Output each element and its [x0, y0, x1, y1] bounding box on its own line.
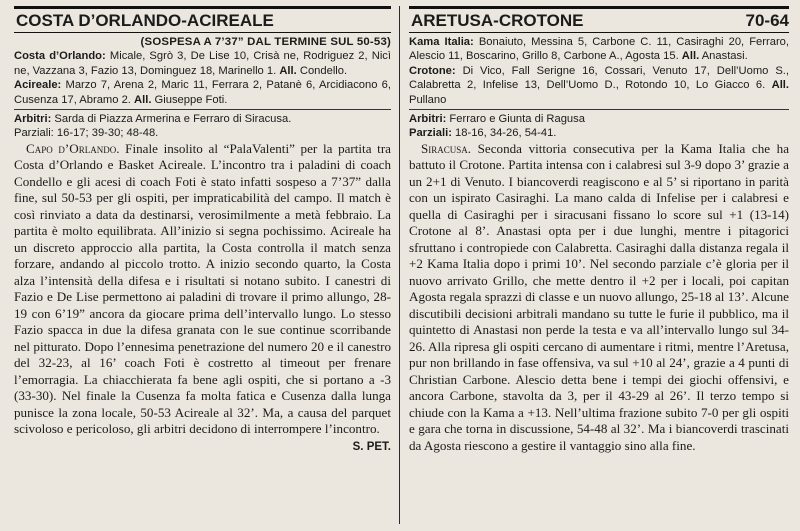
team1-coach-label: All. — [681, 50, 700, 63]
referees-names: Sarda di Piazza Armerina e Ferraro di Siracusa. — [54, 113, 292, 126]
box-score — [409, 35, 789, 141]
team2-lineup: Acireale: Marzo 7, Arena 2, Maric 11, Ferrara 2, Patanè 6, Arcidiacono 6, Cusenza 17, Abramo 2. All. Giuseppe Foti. — [14, 79, 392, 106]
headline — [409, 9, 789, 32]
final-score: 70-64 — [745, 11, 789, 30]
box-score — [14, 35, 391, 141]
team2-lineup: Crotone: Di Vico, Fall Serigne 16, Cossari, Venuto 17, Dell’Uomo S., Calabretta 2, Infelise 13, Dell’Uomo D., Rotondo 10, Lo Giacco 6. All. Pullano — [409, 64, 790, 106]
box-divider — [14, 109, 391, 110]
team1-lineup: Kama Italia: Bonaiuto, Messina 5, Carbone C. 11, Casiraghi 20, Ferraro, Alescio 11, Boscarino, Grillo 8, Carbone A., Agosta 15. All. Anastasi. — [409, 36, 789, 63]
dateline: Capo d’Orlando. — [26, 140, 120, 156]
team1-name: Kama Italia — [409, 36, 471, 48]
box-divider — [409, 109, 789, 110]
referees: Arbitri: Ferraro e Giunta di Ragusa — [409, 113, 585, 126]
team2-name: Acireale — [14, 79, 58, 92]
team2-players: Marzo 7, Arena 2, Maric 11, Ferrara 2, Patanè 6, Arcidiacono 6, Cusenza 17, Abramo 2. — [14, 79, 392, 106]
referees: Arbitri: Sarda di Piazza Armerina e Ferraro di Siracusa. — [14, 113, 292, 126]
team2-name: Crotone — [409, 64, 452, 77]
referees-label: Arbitri — [14, 113, 48, 126]
team1-coach: Condello. — [299, 64, 348, 77]
article-text: Seconda vittoria consecutiva per la Kama Italia che ha battuto il Crotone. Partita intensa con i calabresi sul 3-9 dopo 3’ grazie a un 2+1 di Venuto. I biancoverdi reagiscono e al 5’ si riportano in parità con un ispirato Casiraghi. La mano calda di Infelise per i calabresi e quella di Casiraghi per i siracusani fissano lo score sul +1 (13-14) Crotone al 8’. Anastasi opta per i due lunghi, mentre i pitagorici sfruttano i contropiede con Calabretta. Casiraghi dalla distanza regala il +2 Kama Italia dopo i primi 10’. Nel secondo parziale c’è gloria per il nuovo arrivato Grillo, che mette dentro il +2 per i locali, poi capitan Agosta regala sprazzi di classe e un nuovo allungo, 25-18 al 13’. Alcune discutibili decisioni arbitrali mandano su tutte le furie il pubblico, ma il quintetto di Anastasi non perde la testa e va all’intervallo lungo sul 34-26. Alla ripresa gli ospiti cercano di aumentare i ritmi, mentre l’Aretusa, pur non brillando in fase offensiva, va sul +10 al 24’, grazie a 4 punti di Christian Carbone. Alescio detta bene i tempi dei giochi offensivi, e ancora Carbone, stavolta da 3, per il 43-29 al 26’. Il terzo tempo si chiude con la Kama a +13. Nell’ultima frazione subito 7-0 per gli ospiti e gara che torna in discussione, 54-48 al 32’. Ma i biancoverdi trascinati da Agosta riescono a gestire il vantaggio sino alla fine. — [409, 140, 789, 453]
match-status: (SOSPESA A 7’37” DAL TERMINE SUL 50-53) — [140, 36, 391, 48]
team1-name: Costa d’Orlando — [14, 50, 103, 63]
partials: Parziali: 18-16, 34-26, 54-41. — [409, 127, 557, 140]
team1-coach-label: All. — [279, 64, 297, 77]
team1-players: Micale, Sgrò 3, De Lise 10, Crisà ne, Rodriguez 2, Nicì ne, Vazzana 3, Fazio 13, Dominguez 18, Marinello 1. — [14, 50, 392, 77]
dateline: Siracusa. — [421, 140, 472, 156]
article-body — [409, 141, 789, 455]
article-text: Finale insolito al “PalaValenti” per la partita tra Costa d’Orlando e Basket Acireale. L’incontro tra i paladini di coach Condello e gli acesi di coach Foti è stato infatti sospeso a 7’37” dalla fine, sul 50-53 per gli ospiti, per impraticabilità del campo. Il match è così rinviato a data da destinarsi, verosimilmente a metà febbraio. La partita è molto equilibrata. All’inizio si segna pochissimo. Acireale ha un discreto approccio alla partita, la Costa controlla il match senza forzare, andando al piccolo trotto. A inizio secondo quarto, la Costa alza l’intensità della difesa e i risultati si notano subito. I canestri di Fazio e De Lise permettono ai paladini di trovare il primo allungo, 28-19 con 6’19” ancora da giocare prima dell’intervallo lungo. Lo stesso Fazio spacca in due la difesa granata con le sue continue scorribande nel pitturato. Dopo l’ennesima penetrazione del numero 20 e il canestro del 32-23, al 16’ coach Foti è costretto al timeout per frenare l’emorragia. La chiacchierata fa bene agli ospiti, che si portano a -3 (33-30). Nel finale la Cusenza fa molta fatica e Cusenza dalla lunga punisce la zona locale, 50-53 Acireale al 32’. Ma, a causa del parquet scivoloso e pericoloso, gli arbitri decidono di interrompere l’incontro. — [14, 140, 391, 437]
column-divider — [399, 6, 400, 524]
partials-label: Parziali — [409, 127, 449, 140]
team2-coach-label: All. — [134, 93, 152, 106]
team1-players: Bonaiuto, Messina 5, Carbone C. 11, Casiraghi 20, Ferraro, Alescio 11, Boscarino, Grillo 8, Carbone A., Agosta 15. — [409, 36, 789, 63]
team1-lineup: Costa d’Orlando: Micale, Sgrò 3, De Lise 10, Crisà ne, Rodriguez 2, Nicì ne, Vazzana 3, Fazio 13, Dominguez 18, Marinello 1. All. Condello. — [14, 50, 392, 77]
headline-rule-bottom — [14, 32, 391, 33]
team2-players: Di Vico, Fall Serigne 16, Cossari, Venuto 17, Dell’Uomo S., Calabretta 2, Infelise 13, Dell’Uomo D., Rotondo 10, Lo Giacco 6. — [409, 64, 789, 92]
headline — [14, 9, 391, 32]
article-aretusa-crotone — [409, 6, 789, 454]
partials-values: 18-16, 34-26, 54-41. — [455, 127, 557, 140]
headline-rule-bottom — [409, 32, 789, 33]
team2-coach-label: All. — [771, 79, 790, 92]
partials: Parziali: 16-17; 39-30; 48-48. — [14, 127, 159, 140]
team1-coach: Anastasi. — [701, 50, 748, 63]
article-body — [14, 141, 391, 438]
team2-coach: Pullano — [409, 93, 447, 106]
team2-coach: Giuseppe Foti. — [154, 93, 228, 106]
referees-names: Ferraro e Giunta di Ragusa — [449, 113, 585, 126]
author-signature: S. PET. — [352, 440, 391, 453]
headline-title: ARETUSA-CROTONE — [411, 11, 584, 30]
referees-label: Arbitri — [409, 113, 443, 126]
article-costa-orlando-acireale — [14, 6, 391, 453]
headline-title: COSTA D’ORLANDO-ACIREALE — [16, 11, 274, 30]
